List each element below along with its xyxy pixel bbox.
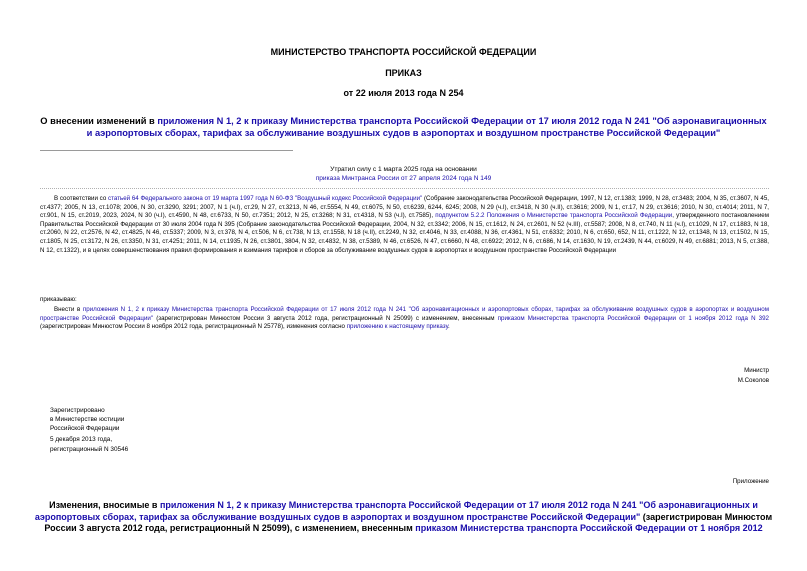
registration-line-2: в Министерстве юстиции — [50, 416, 125, 423]
appendix-title — [30, 500, 777, 535]
preamble-text-2: (Собрание законодательства Российской Федерации, 1997, N 12, ст.1383; 1999, N 28, ст.3483; 2004, N 35, ст.3607, N 45, ст.4377; 2005, N 13, ст.1078; 2006, N 30, ст.3290, 3291; 2007, N 1 (ч.I), ст.29, N 27, ст.3213, N 46, ст.5554, N 49, ст.6075, N 50, ст.6239, 6244, 6245; 2008, N 29 (ч.I), ст.3418, N 30 (ч.II), ст.3616; 2009, N 1, ст.17, N 29, ст.3616; 2010, N 30, ст.4014; 2011, N 7, ст.901, N 15, ст.2019, 2023, 2024, N 30 (ч.I), ст.4590, N 48, ст.6733, N 50, ст.7351; 2012, N 25, ст.3268; N 31, ст.4318, N 53 (ч.I), ст.7585), — [40, 195, 769, 220]
order-text-3: (зарегистрирован Минюстом России 8 ноября 2012 года, регистрационный N 25778), изменения согласно — [40, 323, 347, 331]
preamble-text-3: , утвержденного постановлением Правительства Российской Федерации от 30 июля 2004 года N 395 (Собрание законодательства Российской Федерации, 2004, N 32, ст.3342; 2006, N 15, ст.1612, N 24, ст.2601, N 52 (ч.III), ст.5587; 2008, N 8, ст.740, N 11 (ч.I), ст.1029, N 17, ст.1883, N 18, ст.2060, N 22, ст.2576, N 42, ст.4825, N 46, ст.5337; 2009, N 3, ст.378, N 4, ст.506, N 6, ст.738, N 13, ст.1558, N 18 (ч.II), ст.2249, N 32, ст.4046, N 33, ст.4088, N 36, ст.4361, N 51, ст.6332; 2010, N 6, ст.650, 652, N 11, ст.1222, N 12, ст.1348, N 13, ст.1502, N 15, ст.1805, N 25, ст.3172, N 26, ст.3350, N 31, ст.4251; 2011, N 14, ст.1935, N 26, ст.3801, 3804, N 32, ст.4832, N 38, ст.5389, N 46, ст.6526, N 47, ст.6660, N 48, ст.6922; 2012, N 6, ст.686, N 14, ст.1630, N 19, ст.2439, N 44, ст.6029, N 49, ст.6881; 2013, N 5, ст.388, N 12, ст.1322), и в целях совершенствования правил формирования и взимания тарифов и сборов за обслуживание воздушных судов в аэропортах и воздушном пространстве Российской Федерации — [40, 212, 769, 254]
order-link-3[interactable]: приложению к настоящему приказу — [346, 323, 449, 331]
title-separator — [40, 150, 293, 151]
signature-position: Министр — [744, 367, 769, 374]
order-text-2: (зарегистрирован Минюстом России 3 августа 2012 года, регистрационный N 25099) с изменением, внесенным — [153, 314, 498, 322]
registration-line-5: регистрационный N 30546 — [50, 446, 129, 453]
order-link-1[interactable]: приложения N 1, 2 к приказу Министерства транспорта Российской Федерации от 17 июля 2012 года N 241 "Об аэронавигационных и аэропортовых сборах, тарифах за обслуживание воздушных судов в аэропортах и воздушном пространстве Российской Федерации" — [40, 306, 769, 322]
document-title — [40, 115, 767, 139]
registration-line-3: Российской Федерации — [50, 425, 120, 432]
appendix-text-1: Изменения, вносимые в — [49, 500, 160, 510]
status-line: Утратил силу с 1 марта 2025 года на основании — [330, 166, 477, 173]
order-text-1: Внести в — [54, 306, 83, 313]
order-link-2[interactable]: приказом Министерства транспорта Российской Федерации от 1 ноября 2012 года N 392 — [497, 314, 769, 322]
preamble-paragraph — [40, 195, 769, 255]
preamble-text-1: В соответствии со — [54, 195, 109, 202]
doc-date-number: от 22 июля 2013 года N 254 — [343, 88, 464, 98]
order-paragraph — [40, 306, 769, 332]
title-link[interactable]: приложения N 1, 2 к приказу Министерства транспорта Российской Федерации от 17 июля 2012 года N 241 "Об аэронавигационных и аэропортовых сборах, тарифах за обслуживание воздушных судов в аэропортах и воздушном пространстве Российской Федерации" — [86, 116, 767, 138]
status-link[interactable]: приказа Минтранса России от 27 апреля 2024 года N 149 — [315, 175, 492, 182]
signature-name: М.Соколов — [737, 377, 769, 384]
registration-line-1: Зарегистрировано — [50, 407, 105, 414]
preamble-link-2[interactable]: подпунктом 5.2.2 Положения о Министерстве транспорта Российской Федерации — [435, 212, 673, 220]
appendix-link-1[interactable]: приложения N 1, 2 к приказу Министерства транспорта Российской Федерации от 17 июля 2012 года N 241 "Об аэронавигационных и аэропортовых сборах, тарифах за обслуживание воздушных судов в аэропортах и воздушном пространстве Российской Федерации" — [34, 500, 758, 522]
doc-type: ПРИКАЗ — [385, 68, 422, 78]
ministry-name: МИНИСТЕРСТВО ТРАНСПОРТА РОССИЙСКОЙ ФЕДЕРАЦИИ — [270, 47, 537, 57]
order-word: приказываю: — [40, 296, 77, 303]
status-separator — [40, 188, 769, 189]
appendix-label: Приложение — [732, 478, 769, 485]
title-prefix: О внесении изменений в — [40, 116, 158, 126]
order-text-4: . — [448, 323, 450, 331]
status-link-line — [0, 175, 807, 184]
appendix-link-2[interactable]: приказом Министерства транспорта Российской Федерации от 1 ноября 2012 — [415, 523, 763, 533]
appendix-text-2: (зарегистрирован Минюстом России 3 августа 2012 года, регистрационный N 25099), с изменением, внесенным — [44, 511, 773, 533]
preamble-link-1[interactable]: статьей 64 Федерального закона от 19 марта 1997 года N 60-ФЗ "Воздушный кодекс Российской Федерации" — [108, 195, 423, 202]
registration-line-4: 5 декабря 2013 года, — [50, 436, 113, 443]
